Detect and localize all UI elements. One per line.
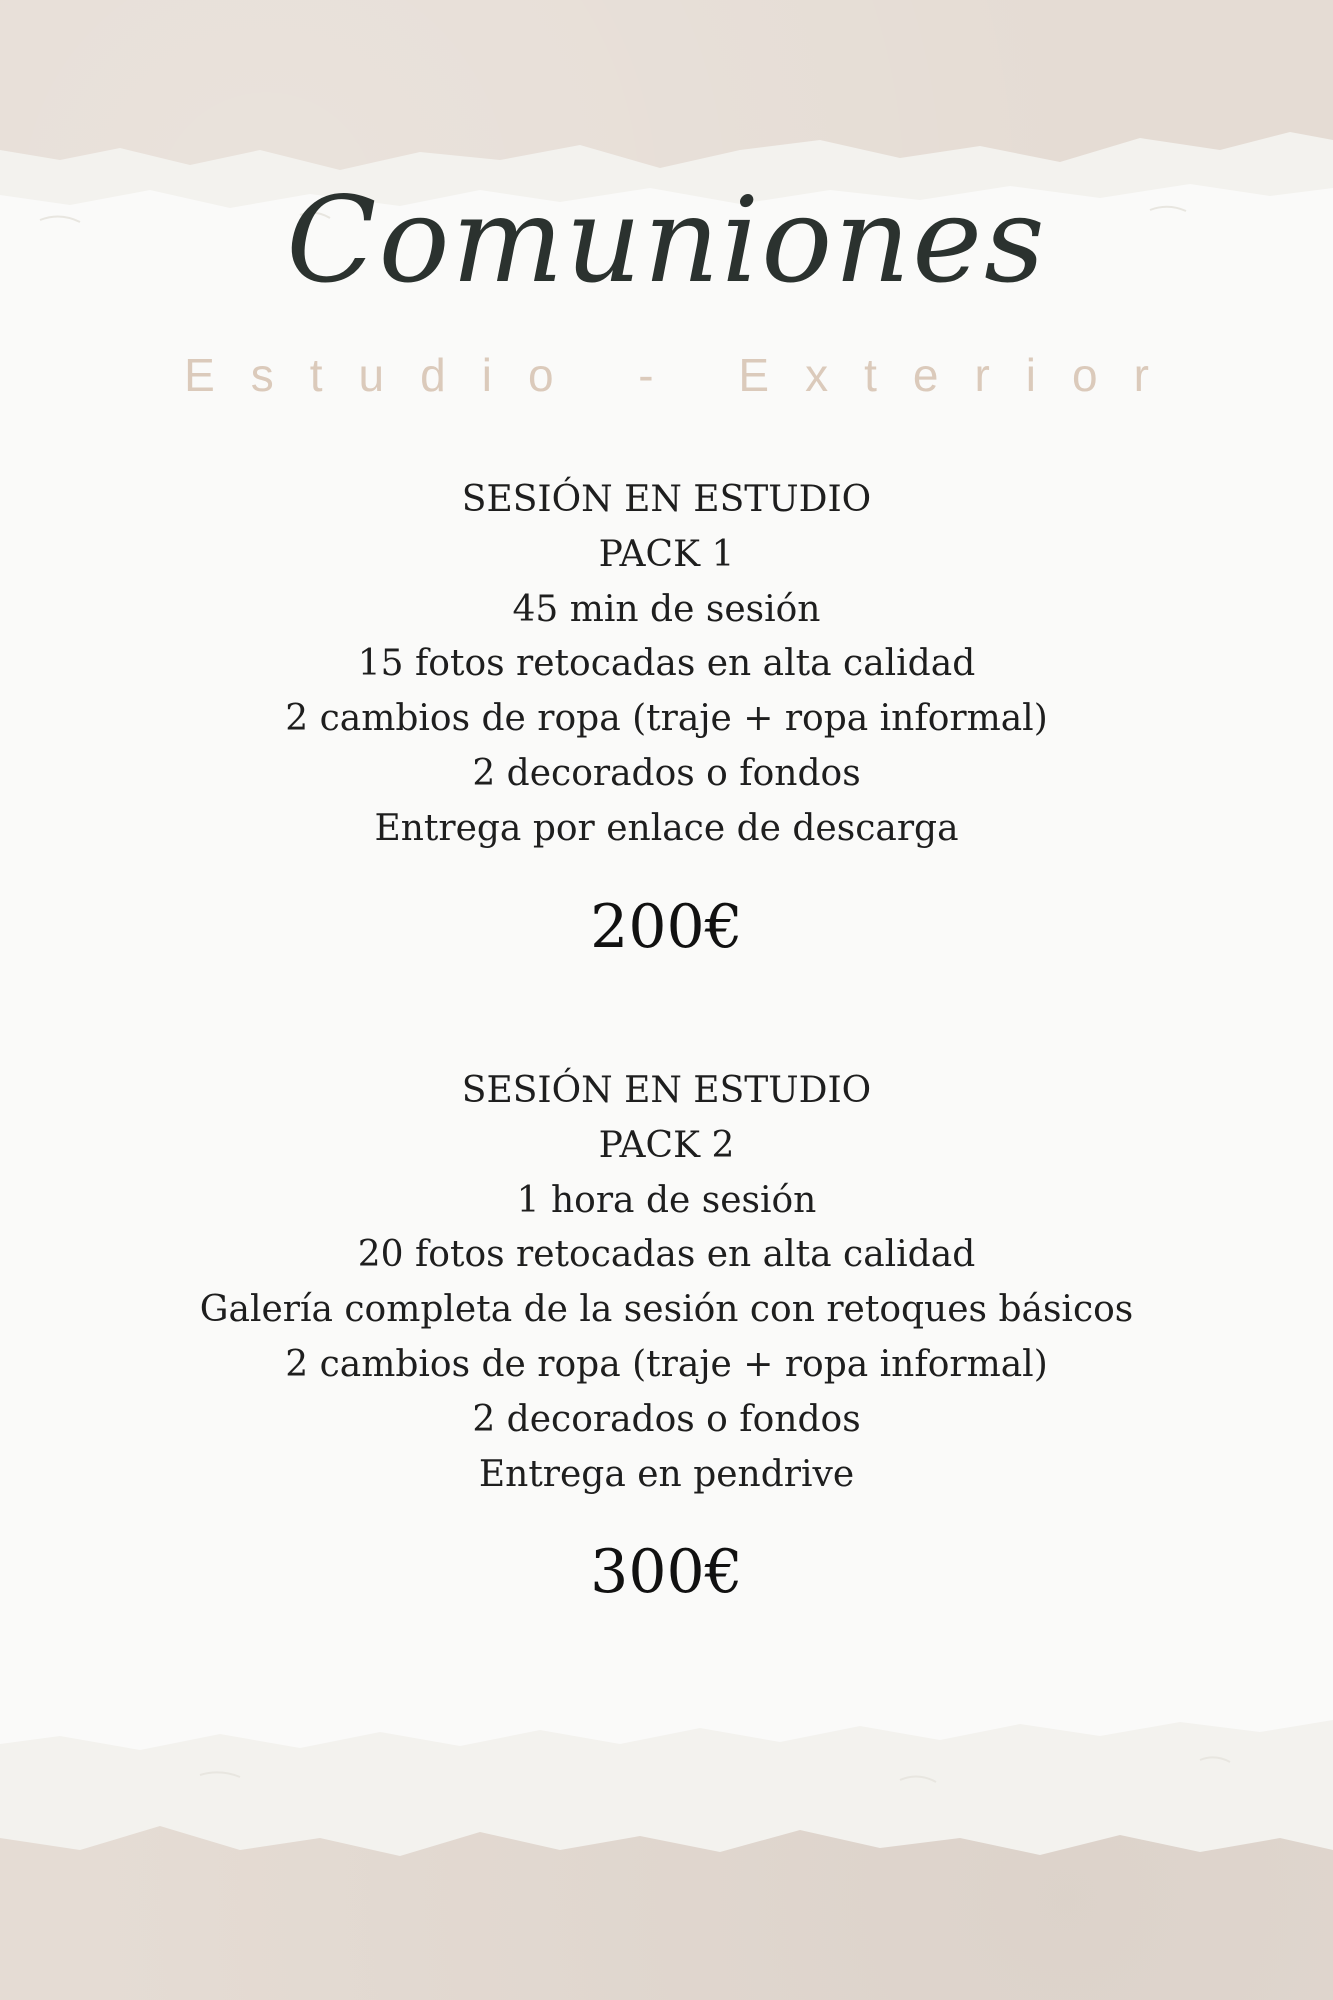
pack-2-block [0,1064,1333,1612]
pack-1-duration: 45 min de sesión [512,588,821,630]
pack-1-session-type: SESIÓN EN ESTUDIO [461,479,872,520]
pack-1-block [0,473,1333,967]
pack-2-delivery: Entrega en pendrive [478,1453,855,1495]
pack-2-backgrounds: 2 decorados o fondos [472,1398,861,1440]
page-title: Comuniones [286,171,1047,309]
pack-2-name: PACK 2 [598,1124,735,1166]
pack-2-session-type: SESIÓN EN ESTUDIO [461,1070,872,1111]
pack-1-outfits: 2 cambios de ropa (traje + ropa informal) [285,698,1048,740]
pack-1-delivery: Entrega por enlace de descarga [374,807,959,849]
pack-2-photos: 20 fotos retocadas en alta calidad [357,1234,976,1276]
page-subtitle: Estudio - Exterior [184,349,1185,401]
pack-1-name: PACK 1 [598,533,735,575]
pack-2-duration: 1 hora de sesión [516,1179,817,1221]
pack-1-price: 200€ [590,891,743,962]
pack-2-outfits: 2 cambios de ropa (traje + ropa informal) [285,1343,1048,1385]
pack-2-price: 300€ [590,1537,743,1608]
pack-1-backgrounds: 2 decorados o fondos [472,752,861,794]
pack-1-photos: 15 fotos retocadas en alta calidad [357,643,976,685]
pack-2-gallery: Galería completa de la sesión con retoques básicos [199,1289,1134,1331]
